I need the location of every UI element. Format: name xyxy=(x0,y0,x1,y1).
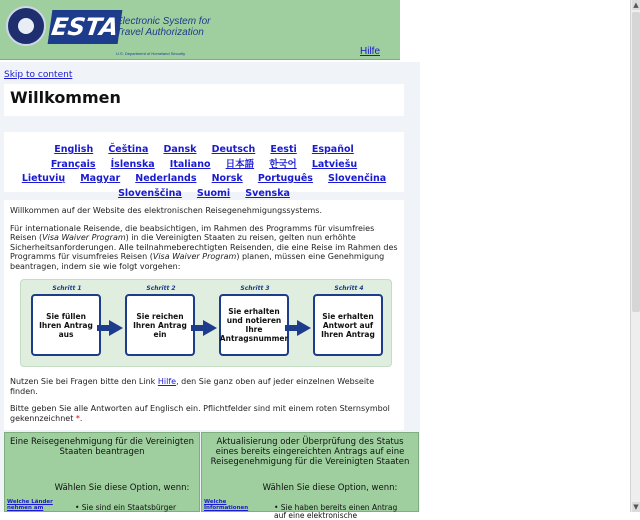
scrollbar-thumb[interactable] xyxy=(632,12,640,312)
dhs-seal-icon xyxy=(6,6,46,46)
step-text: Sie reichen Ihren Antrag ein xyxy=(125,294,195,356)
language-link-slovak[interactable]: Slovenčina xyxy=(328,173,387,184)
language-selector xyxy=(4,132,404,199)
dhs-department-label: U.S. Department of Homeland Security xyxy=(116,51,186,56)
language-link-dutch[interactable]: Nederlands xyxy=(135,173,197,184)
intro-text: Willkommen auf der Website des elektronischen Reisegenehmigungssystems. xyxy=(10,206,322,215)
step-label: Schritt 2 xyxy=(146,285,176,292)
step-3 xyxy=(219,284,291,356)
language-link-english[interactable]: English xyxy=(54,144,94,155)
language-link-italian[interactable]: Italiano xyxy=(169,158,211,170)
participating-countries-link[interactable]: Welche Länder nehmen am xyxy=(7,499,53,511)
step-label: Schritt 1 xyxy=(52,285,82,292)
step-text: Sie erhalten Antwort auf Ihren Antrag xyxy=(313,294,383,356)
arrow-right-icon xyxy=(109,320,123,336)
language-link-spanish[interactable]: Español xyxy=(311,144,354,155)
language-link-hungarian[interactable]: Magyar xyxy=(80,173,121,184)
language-link-swedish[interactable]: Svenska xyxy=(245,187,290,199)
arrow-right-icon xyxy=(297,320,311,336)
language-link-lithuanian[interactable]: Lietuvių xyxy=(21,173,66,184)
step-4 xyxy=(313,284,385,356)
step-text: Sie erhalten und notieren Ihre Antragsnummer xyxy=(219,294,289,356)
option-status-panel[interactable] xyxy=(201,432,419,520)
language-link-czech[interactable]: Čeština xyxy=(108,144,149,155)
step-2 xyxy=(125,284,197,356)
english-note: Bitte geben Sie alle Antworten auf Englisch ein. Pflichtfelder sind mit einem roten Sternsymbol gekennzeichnet *. xyxy=(10,404,390,423)
option-apply-panel[interactable] xyxy=(4,432,200,512)
option-status-title[interactable]: Aktualisierung oder Überprüfung des Status eines bereits eingereichten Antrags auf eine Reisegenehmigung für die Vereinigten Staaten xyxy=(210,437,410,467)
language-link-german[interactable]: Deutsch xyxy=(211,144,256,155)
intro-panel xyxy=(4,200,404,430)
language-link-slovenian[interactable]: Slovenščina xyxy=(118,187,182,199)
requirements-text: Für internationale Reisende, die beabsichtigen, im Rahmen des Programms für visumfreies Reisen (Visa Waiver Program) in die Vereinigten Staaten zu reisen, gelten nun erhöhte Sicherheitsanforderungen. Alle teilnahmeberechtigten Reisenden, die eine Reise im Rahmen des Programms für visumfreies Reisen (Visa Waiver Program) planen, müssen eine Genehmigung beantragen, indem sie wie folgt vorgehen: xyxy=(10,223,398,271)
scroll-down-icon[interactable]: ▼ xyxy=(633,503,639,511)
option-status-bullet: • Sie haben bereits einen Antrag auf eine elektronische xyxy=(274,503,398,520)
scroll-up-icon[interactable]: ▲ xyxy=(633,1,639,9)
esta-logo xyxy=(50,8,210,60)
option-apply-choose: Wählen Sie diese Option, wenn: xyxy=(54,483,190,493)
esta-logo-text: ESTA xyxy=(48,10,123,44)
language-link-norwegian[interactable]: Norsk xyxy=(211,173,243,184)
option-apply-bullet: • Sie sind ein Staatsbürger xyxy=(75,503,177,512)
page-title: Willkommen xyxy=(10,88,121,107)
required-information-link[interactable]: Welche Informationen xyxy=(204,499,249,511)
option-apply-title[interactable]: Eine Reisegenehmigung für die Vereinigten Staaten beantragen xyxy=(9,437,194,457)
language-link-portuguese[interactable]: Português xyxy=(257,173,313,184)
step-label: Schritt 3 xyxy=(240,285,270,292)
option-status-choose: Wählen Sie diese Option, wenn: xyxy=(262,483,398,493)
step-label: Schritt 4 xyxy=(334,285,364,292)
help-link-inline[interactable]: Hilfe xyxy=(157,377,177,386)
skip-to-content-link[interactable]: Skip to content xyxy=(4,70,73,80)
help-link-header[interactable]: Hilfe xyxy=(360,46,381,57)
language-link-latvian[interactable]: Latviešu xyxy=(311,158,358,170)
esta-logo-title: Electronic System for Travel Authorization xyxy=(116,16,211,38)
required-star: * xyxy=(75,413,80,423)
step-1 xyxy=(31,284,103,356)
vertical-scrollbar[interactable] xyxy=(630,0,640,512)
language-link-danish[interactable]: Dansk xyxy=(163,144,197,155)
step-text: Sie füllen Ihren Antrag aus xyxy=(31,294,101,356)
language-link-japanese[interactable]: 日本語 xyxy=(225,158,255,170)
welcome-panel xyxy=(4,84,404,116)
language-link-estonian[interactable]: Eesti xyxy=(270,144,297,155)
help-text: Nutzen Sie bei Fragen bitte den Link Hilfe, den Sie ganz oben auf jeder einzelnen Webseite finden. xyxy=(10,377,375,396)
site-header xyxy=(0,0,400,60)
arrow-right-icon xyxy=(203,320,217,336)
steps-diagram xyxy=(20,279,392,367)
language-link-korean[interactable]: 한국어 xyxy=(269,158,297,170)
language-link-icelandic[interactable]: Íslenska xyxy=(110,158,155,170)
language-link-finnish[interactable]: Suomi xyxy=(196,187,231,199)
language-link-french[interactable]: Français xyxy=(50,158,96,170)
